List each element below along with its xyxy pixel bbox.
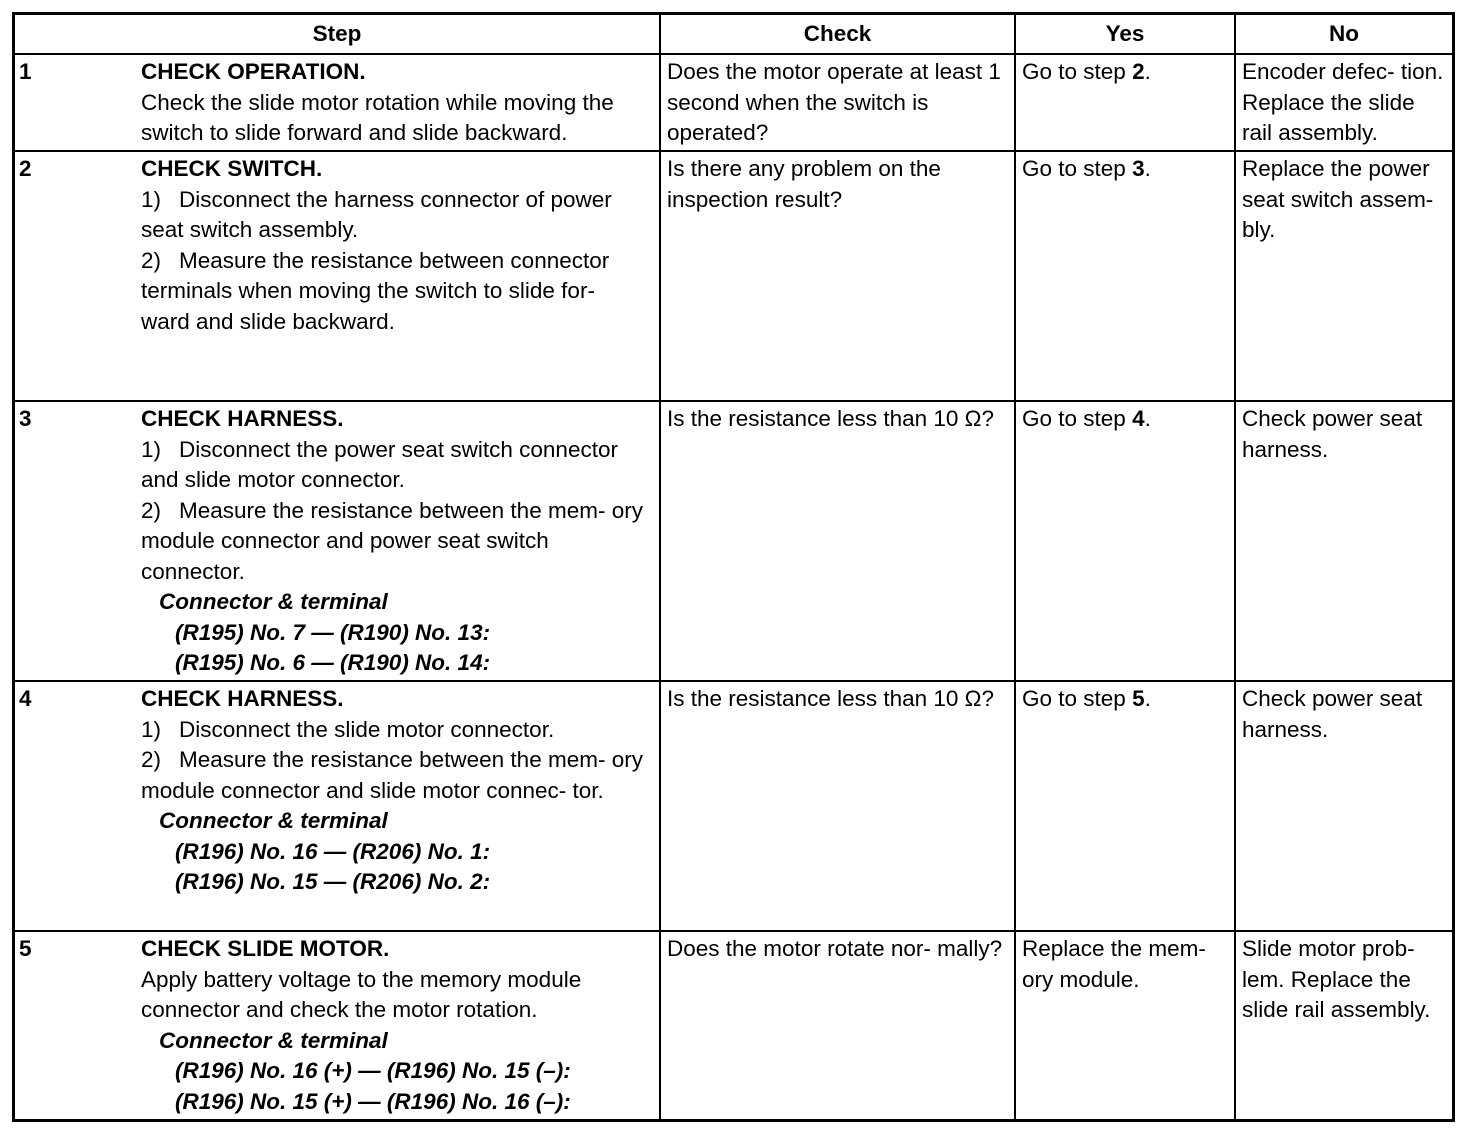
substep bbox=[141, 496, 647, 588]
connector-terminal-item: (R195) No. 7 — (R190) No. 13: bbox=[175, 619, 491, 645]
yes-suffix: . bbox=[1144, 406, 1151, 431]
check-cell bbox=[660, 681, 1015, 931]
check-question: Is the resistance less than 10 Ω? bbox=[667, 406, 994, 431]
substep-text: Disconnect the power seat switch connector and slide motor connector. bbox=[141, 436, 618, 492]
table-row bbox=[15, 931, 1452, 1120]
connector-terminal-heading: Connector & terminal bbox=[159, 589, 388, 614]
yes-cell bbox=[1015, 151, 1235, 401]
substep-text: Disconnect the harness connector of power seat switch assembly. bbox=[141, 186, 612, 242]
connector-terminal-heading: Connector & terminal bbox=[159, 1027, 388, 1053]
yes-cell bbox=[1015, 681, 1235, 931]
yes-text: Go to step bbox=[1022, 156, 1133, 181]
yes-action bbox=[1022, 55, 1228, 88]
check-cell bbox=[660, 151, 1015, 401]
step-body bbox=[137, 57, 653, 149]
table-row bbox=[15, 54, 1452, 151]
connector-terminal-item: (R195) No. 6 — (R190) No. 14: bbox=[175, 650, 491, 675]
yes-step-ref: 3 bbox=[1132, 156, 1145, 181]
diagnostic-table bbox=[15, 15, 1452, 1120]
connector-terminal-item: (R196) No. 15 — (R206) No. 2: bbox=[175, 869, 491, 894]
no-action: Slide motor prob- lem. Replace the slide rail assembly. bbox=[1242, 936, 1431, 1022]
substep-index: 2) bbox=[141, 747, 162, 772]
diagnostic-procedure-page bbox=[12, 12, 1455, 1122]
yes-text: Go to step bbox=[1022, 686, 1133, 711]
check-cell bbox=[660, 54, 1015, 151]
substep bbox=[141, 246, 647, 338]
substep-text: Disconnect the slide motor connector. bbox=[179, 716, 555, 742]
yes-suffix: . bbox=[1144, 59, 1151, 84]
no-cell bbox=[1235, 931, 1452, 1120]
table-row bbox=[15, 401, 1452, 681]
yes-text: Go to step bbox=[1022, 406, 1133, 431]
check-question: Is there any problem on the inspection result? bbox=[667, 156, 941, 212]
connector-terminal-item: (R196) No. 16 — (R206) No. 1: bbox=[175, 838, 491, 864]
substep-text: Measure the resistance between the mem- ory module connector and slide motor connec- tor. bbox=[141, 747, 643, 803]
step-title: CHECK SWITCH. bbox=[141, 156, 323, 181]
connector-terminal-item: (R196) No. 16 (+) — (R196) No. 15 (–): bbox=[175, 1058, 571, 1083]
step-title: CHECK HARNESS. bbox=[141, 406, 344, 431]
yes-action bbox=[1022, 152, 1228, 185]
step-instruction: Check the slide motor rotation while moving the switch to slide forward and slide backward. bbox=[141, 89, 614, 145]
header-no: No bbox=[1235, 15, 1452, 54]
yes-step-ref: 2 bbox=[1132, 59, 1145, 84]
connector-terminal-item: (R196) No. 15 (+) — (R196) No. 16 (–): bbox=[175, 1088, 571, 1114]
no-action: Replace the power seat switch assem- bly. bbox=[1242, 156, 1434, 242]
yes-cell bbox=[1015, 931, 1235, 1120]
step-body bbox=[137, 154, 653, 337]
yes-text: Go to step bbox=[1022, 59, 1133, 84]
check-question: Does the motor rotate nor- mally? bbox=[667, 936, 1003, 961]
header-step: Step bbox=[15, 15, 660, 54]
yes-suffix: . bbox=[1144, 686, 1151, 711]
header-check: Check bbox=[660, 15, 1015, 54]
yes-text: Replace the mem- ory module. bbox=[1022, 936, 1206, 992]
header-yes: Yes bbox=[1015, 15, 1235, 54]
step-body bbox=[137, 684, 653, 898]
check-question: Does the motor operate at least 1 second when the switch is operated? bbox=[667, 59, 1001, 145]
no-action: Check power seat harness. bbox=[1242, 686, 1423, 742]
yes-action bbox=[1022, 402, 1228, 435]
substep-index: 1) bbox=[141, 186, 162, 212]
yes-suffix: . bbox=[1144, 156, 1151, 181]
table-header-row bbox=[15, 15, 1452, 54]
step-body bbox=[137, 934, 653, 1117]
substep-index: 2) bbox=[141, 497, 162, 523]
step-number: 5 bbox=[19, 936, 32, 961]
yes-action bbox=[1022, 932, 1228, 995]
step-cell bbox=[15, 931, 660, 1120]
no-action: Check power seat harness. bbox=[1242, 406, 1423, 462]
substep-index: 2) bbox=[141, 247, 162, 273]
substep bbox=[141, 185, 647, 246]
step-number: 2 bbox=[19, 156, 32, 181]
substep bbox=[141, 435, 647, 496]
check-cell bbox=[660, 931, 1015, 1120]
substep bbox=[141, 715, 647, 746]
step-cell bbox=[15, 401, 660, 681]
substep-text: Measure the resistance between the mem- ory module connector and power seat switch connector. bbox=[141, 497, 643, 584]
check-question: Is the resistance less than 10 Ω? bbox=[667, 686, 994, 711]
check-cell bbox=[660, 401, 1015, 681]
no-cell bbox=[1235, 401, 1452, 681]
yes-step-ref: 5 bbox=[1132, 686, 1145, 711]
step-number: 1 bbox=[19, 59, 32, 84]
yes-step-ref: 4 bbox=[1132, 406, 1145, 431]
step-title: CHECK OPERATION. bbox=[141, 59, 366, 84]
connector-terminal-heading: Connector & terminal bbox=[159, 808, 388, 833]
no-cell bbox=[1235, 151, 1452, 401]
yes-cell bbox=[1015, 401, 1235, 681]
substep-text: Measure the resistance between connector terminals when moving the switch to slide for- ward and slide backward. bbox=[141, 247, 610, 334]
step-cell bbox=[15, 151, 660, 401]
table-row bbox=[15, 681, 1452, 931]
yes-cell bbox=[1015, 54, 1235, 151]
step-cell bbox=[15, 681, 660, 931]
step-number: 4 bbox=[19, 686, 32, 711]
step-number: 3 bbox=[19, 406, 32, 431]
no-cell bbox=[1235, 681, 1452, 931]
step-title: CHECK SLIDE MOTOR. bbox=[141, 936, 390, 961]
step-title: CHECK HARNESS. bbox=[141, 686, 344, 711]
substep bbox=[141, 745, 647, 806]
yes-action bbox=[1022, 682, 1228, 715]
no-cell bbox=[1235, 54, 1452, 151]
step-instruction: Apply battery voltage to the memory module connector and check the motor rotation. bbox=[141, 966, 582, 1022]
table-row bbox=[15, 151, 1452, 401]
step-body bbox=[137, 404, 653, 679]
no-action: Encoder defec- tion. Replace the slide rail assembly. bbox=[1242, 59, 1444, 145]
substep-index: 1) bbox=[141, 436, 162, 462]
substep-index: 1) bbox=[141, 716, 162, 742]
step-cell bbox=[15, 54, 660, 151]
